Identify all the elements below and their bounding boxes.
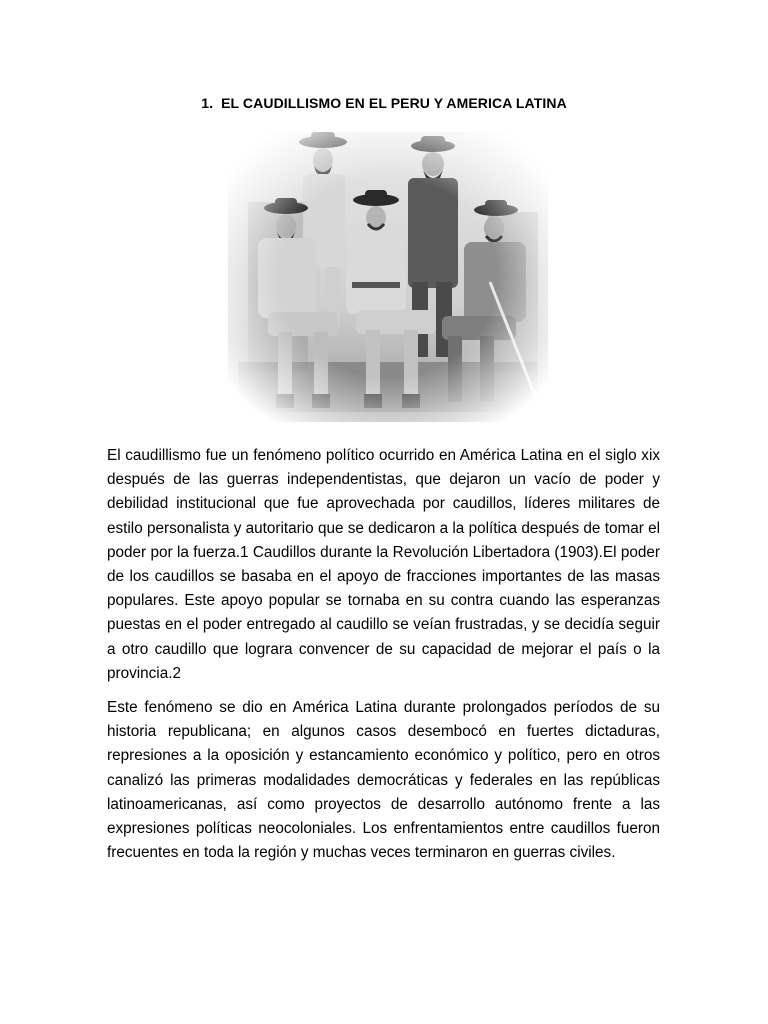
section-heading: [0, 95, 768, 111]
heading-text: EL CAUDILLISMO EN EL PERU Y AMERICA LATINA: [221, 95, 567, 111]
heading-number: 1.: [201, 95, 214, 111]
paragraph-1: El caudillismo fue un fenómeno político ocurrido en América Latina en el siglo xix después de las guerras independentistas, que dejaron un vacío de poder y debilidad institucional que fue aprovechada por caudillos, líderes militares de estilo personalista y autoritario que se dedicaron a la política después de tomar el poder por la fuerza.1 Caudillos durante la Revolución Libertadora (1903).El poder de los caudillos se basaba en el apoyo de fracciones importantes de las masas populares. Este apoyo popular se tornaba en su contra cuando las esperanzas puestas en el poder entregado al caudillo se veían frustradas, y se decidía seguir a otro caudillo que lograra convencer de su capacidad de mejorar el país o la provincia.2: [107, 447, 660, 682]
caudillos-photo: [228, 132, 548, 422]
paragraph-2: Este fenómeno se dio en América Latina durante prolongados períodos de su historia republicana; en algunos casos desembocó en fuertes dictaduras, represiones a la oposición y estancamiento económico y político, pero en otros canalizó las primeras modalidades democráticas y federales en las repúblicas latinoamericanas, así como proyectos de desarrollo autónomo frente a las expresiones políticas neocoloniales. Los enfrentamientos entre caudillos fueron frecuentes en toda la región y muchas veces terminaron en guerras civiles.: [107, 699, 660, 862]
caudillos-photo-illustration: [228, 132, 548, 422]
body-text: [107, 444, 660, 875]
